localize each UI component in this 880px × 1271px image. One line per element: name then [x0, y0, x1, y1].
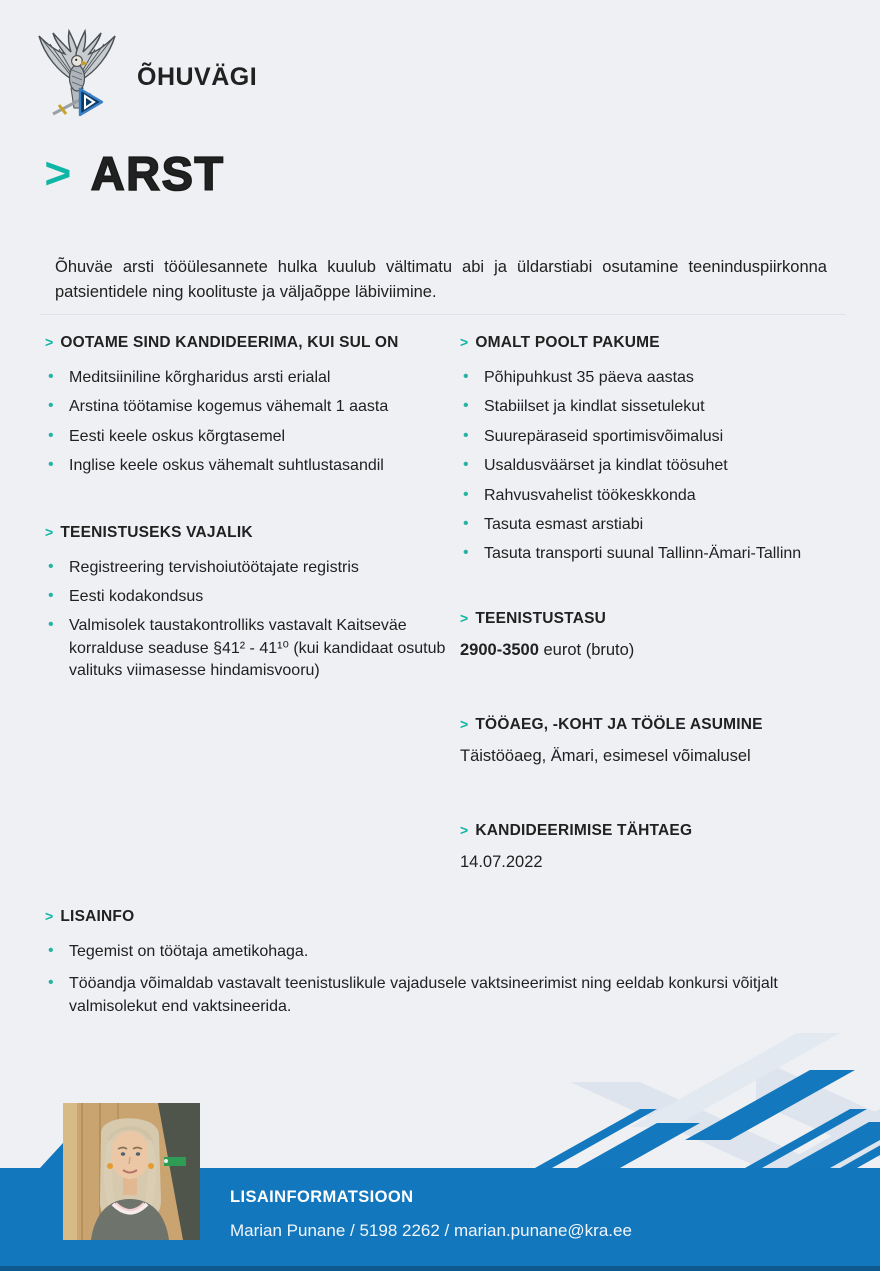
chevron-marker-icon: > [45, 523, 54, 540]
chevron-marker-icon: > [460, 821, 469, 838]
list-item: • Usaldusväärset ja kindlat töösuhet [460, 455, 845, 477]
salary-range: 2900-3500 [460, 640, 539, 659]
header [35, 28, 257, 122]
footer-heading: LISAINFORMATSIOON [230, 1188, 414, 1206]
intro-paragraph: Õhuväe arsti tööülesannete hulka kuulub vältimatu abi ja üldarstiabi osutamine teeninduspiirkonna patsientidele ning koolituste ja väljaõppe läbiviimine. [55, 257, 827, 302]
salary-unit: eurot (bruto) [538, 640, 635, 659]
divider-line [40, 314, 846, 315]
org-name: ÕHUVÄGI [137, 62, 258, 91]
footer-contact-line: Marian Punane / 5198 2262 / marian.punane@kra.ee [230, 1221, 632, 1240]
list-item: • Meditsiiniline kõrgharidus arsti erialal [45, 367, 460, 389]
section-heading-text: OMALT POOLT PAKUME [475, 334, 660, 351]
list-item: • Tegemist on töötaja ametikohaga. [45, 941, 840, 963]
list-item: • Rahvusvahelist töökeskkonda [460, 485, 845, 507]
offer-list [460, 367, 845, 566]
requirements-list [45, 367, 460, 478]
footer-contact-block [230, 1188, 632, 1241]
section-heading [45, 524, 460, 542]
service-needs-list [45, 557, 460, 683]
list-item: • Eesti keele oskus kõrgtasemel [45, 426, 460, 448]
deadline-value: 14.07.2022 [460, 852, 543, 871]
contact-person-photo [63, 1103, 200, 1240]
section-heading-text: LISAINFO [60, 908, 135, 925]
deadline-block [460, 822, 845, 872]
section-heading [460, 822, 845, 840]
job-title: ARST [90, 147, 225, 200]
chevron-marker-icon: > [460, 715, 469, 732]
chevron-marker-icon: > [45, 908, 54, 924]
list-item: • Registreering tervishoiutöötajate registris [45, 557, 460, 579]
worktime-value: Täistööaeg, Ämari, esimesel võimalusel [460, 746, 751, 765]
chevron-marker-icon: > [460, 609, 469, 626]
air-force-eagle-logo [35, 28, 119, 122]
list-item: • Põhipuhkust 35 päeva aastas [460, 367, 845, 389]
chevron-marker-icon: > [460, 334, 469, 350]
section-heading-text: TEENISTUSTASU [475, 609, 607, 627]
page-title [44, 147, 225, 200]
list-item: • Tööandja võimaldab vastavalt teenistuslikule vajadusele vaktsineerimist ning eeldab konkursi võitjalt valmisolekut end vaktsineerida. [45, 973, 840, 1018]
section-offer [460, 334, 845, 566]
chevron-marker-icon: > [44, 148, 72, 198]
list-item: • Tasuta transporti suunal Tallinn-Ämari-Tallinn [460, 543, 845, 565]
list-item: • Tasuta esmast arstiabi [460, 514, 845, 536]
list-item: • Eesti kodakondsus [45, 586, 460, 608]
section-heading [460, 716, 845, 734]
section-heading-text: KANDIDEERIMISE TÄHTAEG [475, 821, 693, 839]
salary-value [460, 641, 845, 660]
portrait-illustration [63, 1103, 200, 1240]
section-heading-text: TÖÖAEG, -KOHT JA TÖÖLE ASUMINE [475, 715, 763, 733]
list-item: • Inglise keele oskus vähemalt suhtlustasandil [45, 455, 460, 477]
section-heading [45, 334, 460, 352]
section-heading [460, 610, 845, 628]
left-column [45, 334, 460, 872]
section-requirements [45, 334, 460, 478]
section-heading [45, 908, 840, 926]
worktime-block [460, 716, 845, 766]
list-item: • Arstina töötamise kogemus vähemalt 1 aasta [45, 396, 460, 418]
section-heading-text: TEENISTUSEKS VAJALIK [60, 523, 253, 541]
section-heading [460, 334, 845, 352]
section-additional-info [45, 908, 840, 1028]
section-service-needs [45, 524, 460, 683]
list-item: • Suurepäraseid sportimisvõimalusi [460, 426, 845, 448]
right-column [460, 334, 845, 872]
section-heading-text: OOTAME SIND KANDIDEERIMA, KUI SUL ON [60, 334, 399, 351]
additional-info-list [45, 941, 840, 1018]
salary-block [460, 610, 845, 660]
content-columns [45, 334, 845, 872]
footer-banner [0, 1030, 880, 1271]
list-item: • Stabiilset ja kindlat sissetulekut [460, 396, 845, 418]
chevron-marker-icon: > [45, 334, 54, 350]
list-item: • Valmisolek taustakontrolliks vastavalt Kaitseväe korralduse seaduse §41² - 41¹⁰ (kui kandidaat osutub valituks viimasesse hindamisvooru) [45, 615, 460, 682]
